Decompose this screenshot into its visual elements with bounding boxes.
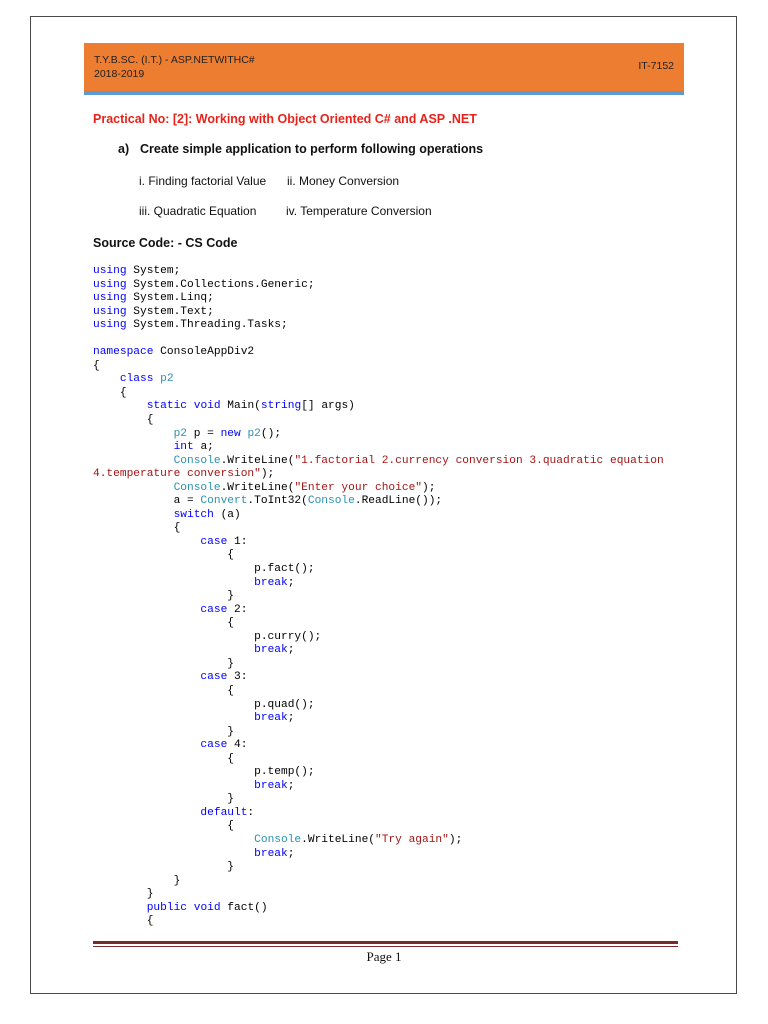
- code-token-plain: System;: [126, 265, 181, 277]
- operation-quadratic: iii. Quadratic Equation: [139, 204, 257, 218]
- code-line: [93, 563, 664, 577]
- code-line: [93, 292, 664, 306]
- header-stripe: [84, 91, 684, 95]
- code-line: [93, 834, 664, 848]
- code-token-plain: ;: [287, 847, 295, 860]
- code-line: [93, 455, 664, 469]
- code-token-string: "Enter your choice": [294, 481, 422, 494]
- code-token-type: p2: [160, 373, 174, 386]
- code-token-keyword: string: [260, 400, 302, 413]
- code-line: [93, 400, 664, 414]
- code-line: [93, 387, 664, 401]
- code-token-plain: {: [93, 386, 127, 399]
- code-token-plain: [93, 604, 200, 616]
- code-token-type: Console: [173, 481, 221, 494]
- code-line: [93, 699, 664, 713]
- code-token-type: p2: [173, 427, 188, 440]
- code-line: [93, 875, 664, 889]
- code-token-plain: 3:: [227, 671, 248, 684]
- code-line: [93, 888, 664, 902]
- code-line: [93, 644, 664, 658]
- code-token-plain: {: [93, 617, 234, 630]
- code-token-keyword: break: [254, 576, 288, 589]
- code-token-type: Convert: [200, 495, 248, 508]
- code-block: [93, 265, 664, 929]
- code-line: [93, 428, 664, 442]
- code-token-keyword: switch: [173, 508, 214, 521]
- code-token-plain: ConsoleAppDiv2: [153, 346, 255, 359]
- code-token-keyword: using: [93, 278, 127, 291]
- code-line: [93, 766, 664, 780]
- code-line: [93, 902, 664, 916]
- code-token-plain: ;: [287, 779, 295, 792]
- code-token-keyword: break: [254, 779, 288, 792]
- code-token-keyword: case: [200, 739, 228, 752]
- roll-number: IT-7152: [638, 60, 674, 72]
- code-token-plain: (a): [213, 508, 241, 521]
- operation-factorial: i. Finding factorial Value: [139, 174, 267, 188]
- task-label: a): [118, 142, 130, 156]
- code-token-keyword: int: [173, 441, 194, 454]
- task-item: [118, 142, 483, 156]
- code-token-plain: .WriteLine(: [220, 481, 295, 494]
- operation-money: ii. Money Conversion: [287, 174, 400, 188]
- code-token-plain: System.Threading.Tasks;: [126, 319, 288, 332]
- code-token-keyword: break: [254, 712, 288, 725]
- code-token-type: p2: [247, 427, 261, 440]
- code-token-keyword: case: [200, 535, 228, 548]
- code-token-keyword: using: [93, 292, 127, 305]
- code-token-string: "1.factorial 2.currency conversion 3.quadratic equation: [294, 454, 664, 467]
- code-line: [93, 319, 664, 333]
- course-info: [94, 53, 255, 81]
- code-token-type: Console: [173, 454, 221, 467]
- code-line: [93, 658, 664, 672]
- course-title: T.Y.B.SC. (I.T.) - ASP.NETWITHC#: [94, 54, 255, 66]
- code-token-plain: ;: [287, 712, 295, 725]
- code-token-keyword: void: [193, 901, 221, 914]
- page-number: Page 1: [366, 949, 402, 964]
- code-token-plain: p.fact();: [93, 563, 315, 576]
- code-token-plain: ();: [260, 427, 282, 440]
- code-token-plain: [93, 441, 174, 453]
- code-line: [93, 820, 664, 834]
- code-line: [93, 414, 664, 428]
- code-token-plain: {: [93, 522, 181, 535]
- academic-year: 2018-2019: [94, 68, 145, 80]
- code-token-plain: [93, 902, 147, 914]
- code-line: [93, 333, 664, 347]
- code-line: [93, 915, 664, 929]
- code-token-plain: {: [93, 752, 234, 765]
- code-token-plain: [93, 400, 147, 412]
- code-token-plain: 2:: [227, 603, 248, 616]
- code-token-plain: ;: [287, 644, 295, 657]
- code-token-plain: {: [93, 414, 154, 427]
- code-token-plain: }: [93, 657, 234, 670]
- code-token-plain: [93, 373, 120, 385]
- code-token-string: 4.temperature conversion": [93, 468, 261, 481]
- code-token-plain: .WriteLine(: [301, 833, 375, 846]
- code-token-plain: }: [93, 861, 234, 874]
- code-token-plain: .ToInt32(: [247, 495, 308, 508]
- code-line: [93, 604, 664, 618]
- code-token-plain: );: [260, 468, 275, 481]
- operation-temperature: iv. Temperature Conversion: [286, 204, 432, 218]
- source-heading: Source Code: - CS Code: [93, 236, 238, 250]
- code-token-plain: 4:: [227, 739, 248, 752]
- code-line: [93, 617, 664, 631]
- code-token-plain: );: [448, 833, 463, 846]
- code-token-plain: {: [93, 359, 100, 372]
- code-token-plain: );: [422, 481, 436, 494]
- code-token-plain: System.Collections.Generic;: [126, 278, 315, 291]
- task-text: Create simple application to perform following operations: [140, 142, 484, 156]
- code-token-plain: :: [247, 806, 255, 819]
- code-token-plain: [187, 400, 194, 412]
- code-token-plain: [93, 536, 200, 548]
- code-token-keyword: break: [254, 847, 288, 860]
- code-token-plain: {: [93, 684, 234, 697]
- code-line: [93, 495, 664, 509]
- code-token-plain: [93, 577, 254, 589]
- page-header: [84, 43, 684, 91]
- code-token-keyword: break: [254, 644, 288, 657]
- code-token-keyword: class: [119, 373, 154, 386]
- code-token-plain: [187, 902, 194, 914]
- code-token-keyword: new: [220, 427, 241, 440]
- code-token-plain: .ReadLine());: [354, 495, 443, 508]
- code-token-plain: [93, 509, 174, 521]
- code-token-keyword: static: [146, 400, 188, 413]
- code-token-plain: .WriteLine(: [220, 454, 295, 467]
- code-token-plain: System.Linq;: [126, 292, 214, 305]
- code-token-plain: {: [93, 820, 234, 833]
- code-line: [93, 726, 664, 740]
- code-token-plain: a =: [93, 495, 201, 508]
- code-token-plain: {: [93, 549, 234, 562]
- code-token-plain: [93, 780, 254, 792]
- code-token-plain: p.curry();: [93, 630, 322, 643]
- code-line: [93, 482, 664, 496]
- code-token-keyword: case: [200, 603, 228, 616]
- code-token-type: Console: [254, 833, 302, 846]
- code-token-plain: [93, 712, 254, 724]
- code-token-plain: p =: [187, 427, 221, 440]
- code-line: [93, 671, 664, 685]
- code-token-plain: {: [93, 915, 154, 928]
- code-line: [93, 793, 664, 807]
- code-token-plain: }: [93, 874, 181, 887]
- code-line: [93, 549, 664, 563]
- code-token-plain: }: [93, 793, 234, 806]
- code-token-plain: [93, 834, 254, 846]
- code-token-keyword: namespace: [93, 346, 154, 359]
- practical-title: Practical No: [2]: Working with Object Oriented C# and ASP .NET: [93, 112, 477, 126]
- code-line: [93, 739, 664, 753]
- code-token-type: Console: [307, 495, 355, 508]
- code-token-string: "Try again": [375, 833, 449, 846]
- code-line: [93, 712, 664, 726]
- code-token-plain: fact(): [220, 901, 268, 914]
- code-token-plain: ;: [287, 576, 295, 589]
- code-token-plain: Main(: [220, 400, 261, 413]
- code-token-plain: p.quad();: [93, 698, 315, 711]
- code-token-plain: }: [93, 888, 154, 901]
- code-token-plain: [93, 428, 174, 440]
- code-line: [93, 848, 664, 862]
- code-token-keyword: using: [93, 319, 127, 332]
- code-token-keyword: public: [146, 901, 188, 914]
- code-line: [93, 807, 664, 821]
- code-token-plain: [93, 482, 174, 494]
- code-token-plain: [93, 807, 200, 819]
- code-line: [93, 373, 664, 387]
- code-token-plain: [] args): [301, 400, 355, 413]
- code-token-plain: [93, 848, 254, 860]
- code-token-plain: [93, 739, 200, 751]
- code-token-plain: [93, 671, 200, 683]
- code-token-keyword: using: [93, 305, 127, 318]
- code-token-plain: a;: [193, 441, 214, 454]
- code-line: [93, 536, 664, 550]
- code-line: [93, 631, 664, 645]
- code-line: [93, 360, 664, 374]
- code-line: [93, 468, 664, 482]
- code-line: [93, 306, 664, 320]
- code-token-plain: System.Text;: [126, 305, 214, 318]
- code-token-plain: }: [93, 725, 234, 738]
- code-line: [93, 685, 664, 699]
- footer-rule-thin: [93, 946, 678, 947]
- code-token-plain: p.temp();: [93, 766, 315, 779]
- code-line: [93, 346, 664, 360]
- code-line: [93, 441, 664, 455]
- code-line: [93, 509, 664, 523]
- code-line: [93, 861, 664, 875]
- code-line: [93, 577, 664, 591]
- code-token-plain: }: [93, 590, 234, 603]
- code-line: [93, 522, 664, 536]
- code-line: [93, 265, 664, 279]
- code-token-plain: [93, 644, 254, 656]
- footer-rule-thick: [93, 941, 678, 944]
- code-line: [93, 753, 664, 767]
- code-token-keyword: case: [200, 671, 228, 684]
- code-token-plain: [93, 455, 174, 467]
- code-line: [93, 780, 664, 794]
- code-line: [93, 590, 664, 604]
- code-line: [93, 279, 664, 293]
- code-token-plain: 1:: [227, 535, 248, 548]
- code-token-keyword: void: [193, 400, 221, 413]
- code-token-keyword: using: [93, 265, 127, 277]
- code-token-keyword: default: [200, 806, 248, 819]
